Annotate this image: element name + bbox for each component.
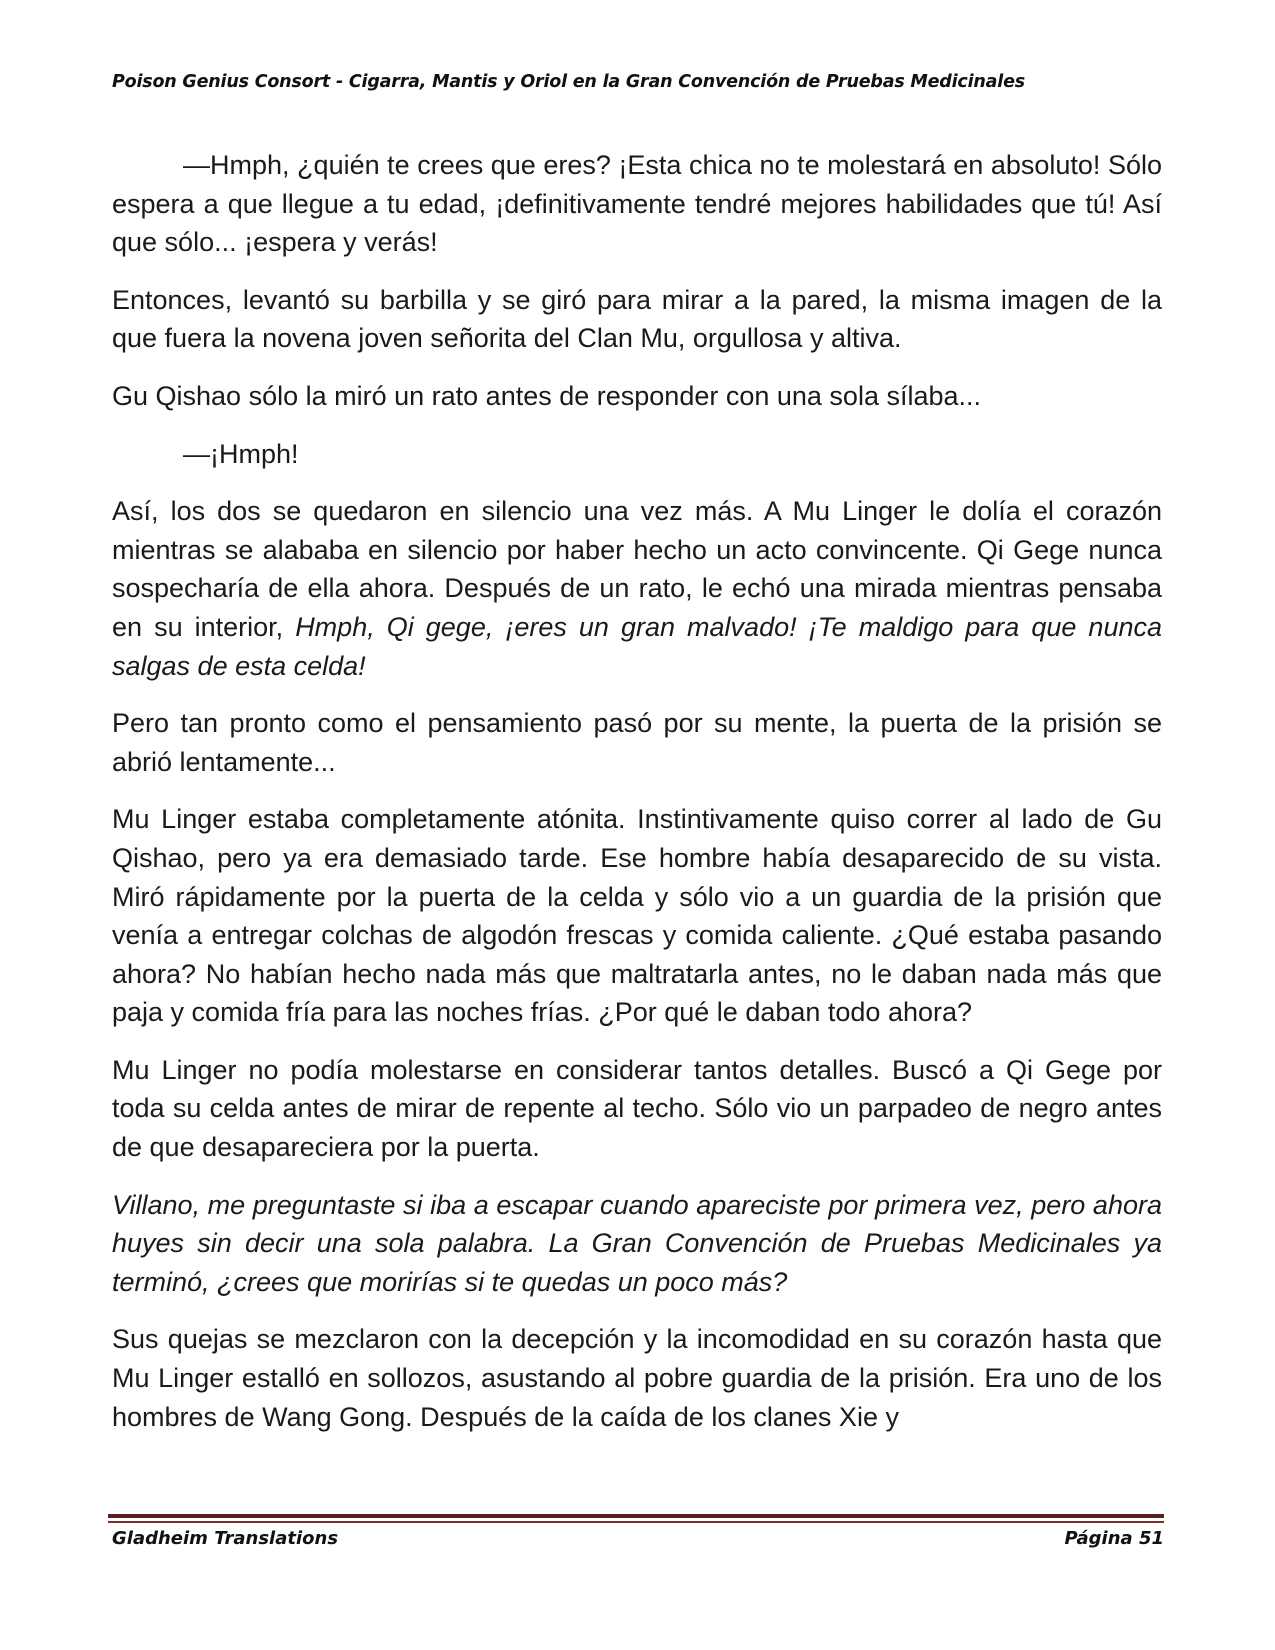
body-text — [112, 146, 1162, 1455]
paragraph-7: Mu Linger estaba completamente atónita. Instintivamente quiso correr al lado de Gu Qishao, pero ya era demasiado tarde. Ese hombre había desaparecido de su vista. Miró rápidamente por la puerta de la celda y sólo vio a un guardia de la prisión que venía a entregar colchas de algodón frescas y comida caliente. ¿Qué estaba pasando ahora? No habían hecho nada más que maltratarla antes, no le daban nada más que paja y comida fría para las noches frías. ¿Por qué le daban todo ahora? — [112, 804, 1162, 1028]
running-header: Poison Genius Consort - Cigarra, Mantis y Oriol en la Gran Convención de Pruebas Medicinales — [112, 72, 1025, 92]
paragraph-6: Pero tan pronto como el pensamiento pasó por su mente, la puerta de la prisión se abrió lentamente... — [112, 708, 1162, 777]
paragraph-10: Sus quejas se mezclaron con la decepción y la incomodidad en su corazón hasta que Mu Linger estalló en sollozos, asustando al pobre guardia de la prisión. Era uno de los hombres de Wang Gong. Después de la caída de los clanes Xie y — [112, 1324, 1162, 1432]
paragraph-8: Mu Linger no podía molestarse en considerar tantos detalles. Buscó a Qi Gege por toda su celda antes de mirar de repente al techo. Sólo vio un parpadeo de negro antes de que desapareciera por la puerta. — [112, 1054, 1162, 1163]
footer-divider — [108, 1514, 1164, 1518]
footer-divider-thin — [108, 1521, 1164, 1523]
paragraph-5 — [112, 492, 1162, 685]
paragraph-5-thought: Hmph, Qi gege, ¡eres un gran malvado! ¡Te maldigo para que nunca salgas de esta celda! — [112, 611, 1162, 681]
footer-page-number: Página 51 — [1064, 1528, 1164, 1549]
paragraph-3: Gu Qishao sólo la miró un rato antes de responder con una sola sílaba... — [112, 380, 982, 411]
paragraph-1: —Hmph, ¿quién te crees que eres? ¡Esta chica no te molestará en absoluto! Sólo espera a que llegue a tu edad, ¡definitivamente tendré mejores habilidades que tú! Así que sólo... ¡espera y verás! — [112, 150, 1162, 258]
footer-translator: Gladheim Translations — [112, 1528, 339, 1549]
paragraph-4: —¡Hmph! — [183, 438, 299, 469]
paragraph-5-text: Así, los dos se quedaron en silencio una vez más. A Mu Linger le dolía el corazón mientras se alababa en silencio por haber hecho un acto convincente. Qi Gege nunca sospecharía de ella ahora. Después de un rato, le echó una mirada mientras pensaba en su interior, — [112, 496, 1162, 642]
paragraph-9: Villano, me preguntaste si iba a escapar cuando apareciste por primera vez, pero ahora huyes sin decir una sola palabra. La Gran Convención de Pruebas Medicinales ya terminó, ¿crees que morirías si te quedas un poco más? — [112, 1189, 1162, 1297]
paragraph-2: Entonces, levantó su barbilla y se giró para mirar a la pared, la misma imagen de la que fuera la novena joven señorita del Clan Mu, orgullosa y altiva. — [112, 284, 1162, 354]
